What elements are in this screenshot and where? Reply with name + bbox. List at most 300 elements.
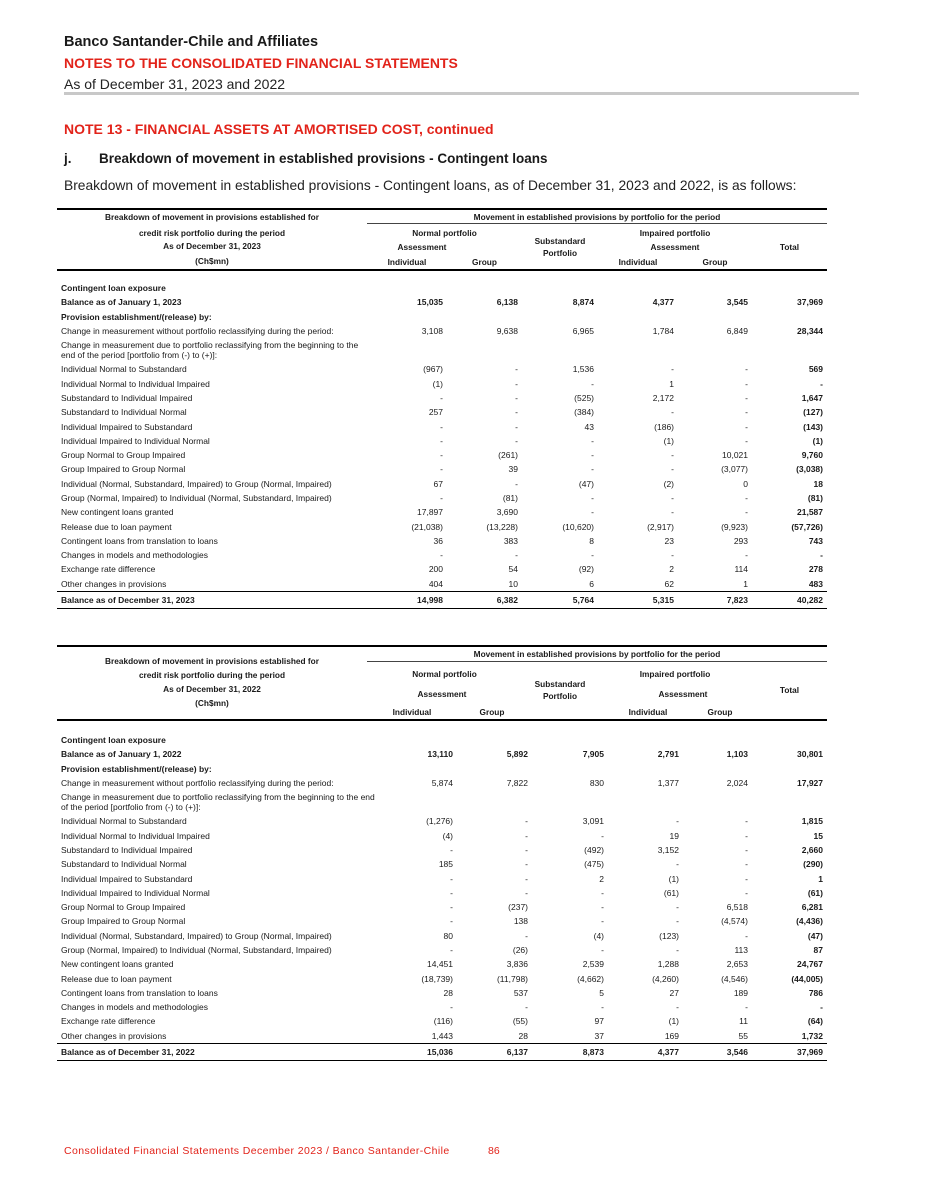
row-value: 10 bbox=[508, 578, 518, 589]
table-row bbox=[57, 519, 827, 533]
row-total: 37,969 bbox=[752, 1043, 827, 1060]
row-value: - bbox=[591, 435, 594, 446]
table-row bbox=[57, 562, 827, 576]
table-2023-movement-rule bbox=[367, 223, 827, 224]
row-value: 6 bbox=[589, 578, 594, 589]
row-label: Individual Impaired to Individual Normal bbox=[61, 435, 210, 446]
table-row bbox=[57, 857, 827, 871]
table-2023-normal-portfolio: Normal portfolio bbox=[412, 228, 477, 238]
table-2022-assessment-normal: Assessment bbox=[417, 689, 467, 699]
row-value: 113 bbox=[734, 945, 748, 955]
row-label: Provision establishment/(release) by: bbox=[61, 311, 212, 322]
table-row bbox=[57, 886, 827, 900]
row-label: Substandard to Individual Normal bbox=[61, 859, 187, 870]
row-value: 1,443 bbox=[431, 1030, 453, 1041]
row-label: Group Impaired to Group Normal bbox=[61, 464, 186, 475]
row-value: - bbox=[676, 916, 679, 927]
table-2023-individual-impaired: Individual bbox=[618, 257, 658, 267]
table-row bbox=[57, 1000, 827, 1014]
row-value: 17,897 bbox=[417, 507, 443, 518]
row-value: (2) bbox=[663, 478, 674, 489]
row-value: - bbox=[525, 873, 528, 884]
row-value: - bbox=[515, 378, 518, 389]
row-value: 3,546 bbox=[683, 1043, 752, 1060]
row-value: 5 bbox=[599, 987, 604, 998]
table-2023-units: (Ch$mn) bbox=[195, 256, 229, 266]
row-value: (1) bbox=[668, 873, 679, 884]
row-total bbox=[752, 338, 827, 362]
row-total: 483 bbox=[808, 578, 823, 589]
row-value: - bbox=[525, 887, 528, 898]
table-row bbox=[57, 957, 827, 971]
table-row bbox=[57, 871, 827, 885]
row-value: - bbox=[745, 816, 748, 827]
row-value: - bbox=[450, 844, 453, 855]
table-2023 bbox=[57, 281, 827, 609]
row-value: (967) bbox=[423, 364, 443, 375]
row-value: 36 bbox=[433, 535, 443, 546]
row-value bbox=[608, 733, 683, 747]
row-value: 1,377 bbox=[657, 778, 679, 789]
table-2022-individual-impaired: Individual bbox=[628, 707, 668, 717]
row-value: - bbox=[676, 816, 679, 827]
row-total: (61) bbox=[807, 887, 823, 898]
row-value: - bbox=[440, 421, 443, 432]
table-2023-assessment-impaired: Assessment bbox=[650, 242, 700, 252]
row-value: (1,276) bbox=[426, 816, 453, 827]
row-value: - bbox=[671, 493, 674, 503]
row-total: 743 bbox=[808, 535, 823, 546]
table-row bbox=[57, 548, 827, 562]
row-value: 257 bbox=[428, 407, 443, 418]
row-label: Group (Normal, Impaired) to Individual (Normal, Substandard, Impaired) bbox=[61, 493, 332, 503]
row-value: (4,260) bbox=[652, 973, 679, 984]
row-label: New contingent loans granted bbox=[61, 507, 174, 518]
table-row bbox=[57, 448, 827, 462]
row-label: Change in measurement without portfolio reclassifying during the period: bbox=[61, 326, 334, 337]
row-value bbox=[608, 790, 683, 814]
row-value: 5,892 bbox=[506, 749, 528, 760]
table-2022 bbox=[57, 733, 827, 1061]
row-value: 8,874 bbox=[572, 297, 594, 308]
table-2023-title-line2: credit risk portfolio during the period bbox=[138, 228, 286, 238]
row-value: - bbox=[440, 392, 443, 403]
table-row bbox=[57, 790, 827, 814]
row-label: Substandard to Individual Normal bbox=[61, 407, 187, 418]
row-value: - bbox=[591, 450, 594, 461]
table-row bbox=[57, 747, 827, 761]
row-value: 19 bbox=[669, 830, 679, 841]
table-row bbox=[57, 491, 827, 505]
row-value: 97 bbox=[594, 1016, 604, 1027]
row-value: - bbox=[745, 421, 748, 432]
row-value: 138 bbox=[513, 916, 528, 927]
row-value: - bbox=[745, 550, 748, 561]
row-value: - bbox=[745, 407, 748, 418]
table-row bbox=[57, 534, 827, 548]
row-value: (81) bbox=[502, 493, 518, 503]
as-of-date: As of December 31, 2023 and 2022 bbox=[64, 76, 286, 92]
table-2022-group-impaired: Group bbox=[707, 707, 733, 717]
row-value: 39 bbox=[508, 464, 518, 475]
table-2023-assessment-normal: Assessment bbox=[397, 242, 447, 252]
table-2022-movement-heading: Movement in established provisions by portfolio for the period bbox=[473, 649, 721, 659]
row-value: - bbox=[525, 844, 528, 855]
row-total: (44,005) bbox=[791, 973, 823, 984]
row-value: (10,620) bbox=[562, 521, 594, 532]
row-value: (26) bbox=[512, 945, 528, 955]
table-2023-substandard-line2: Portfolio bbox=[542, 248, 578, 258]
table-2023-header-rule bbox=[57, 269, 827, 271]
table-2022-units: (Ch$mn) bbox=[195, 698, 229, 708]
row-value: 1 bbox=[669, 378, 674, 389]
row-label: New contingent loans granted bbox=[61, 959, 174, 970]
row-value: 7,822 bbox=[506, 778, 528, 789]
row-total: - bbox=[820, 378, 823, 389]
row-value bbox=[367, 310, 447, 324]
row-value: 293 bbox=[733, 535, 748, 546]
row-value: - bbox=[440, 450, 443, 461]
row-value: - bbox=[450, 945, 453, 955]
table-2023-body bbox=[57, 281, 827, 608]
row-value: - bbox=[440, 550, 443, 561]
row-value: 5,874 bbox=[431, 778, 453, 789]
table-2022-group-normal: Group bbox=[479, 707, 505, 717]
row-total bbox=[752, 733, 827, 747]
row-value bbox=[678, 281, 752, 295]
row-value: 383 bbox=[503, 535, 518, 546]
row-total: 6,281 bbox=[801, 902, 823, 913]
row-value bbox=[377, 733, 457, 747]
row-value bbox=[447, 281, 522, 295]
row-total: 28,344 bbox=[797, 326, 823, 337]
row-value bbox=[598, 310, 678, 324]
row-value: - bbox=[525, 930, 528, 941]
row-total bbox=[752, 762, 827, 776]
row-value: - bbox=[671, 450, 674, 461]
row-value: 11 bbox=[739, 1016, 748, 1027]
row-label: Balance as of December 31, 2022 bbox=[57, 1043, 377, 1060]
row-value: 2 bbox=[669, 564, 674, 575]
row-total: (57,726) bbox=[791, 521, 823, 532]
table-row bbox=[57, 1014, 827, 1028]
row-total: (81) bbox=[807, 493, 823, 503]
row-value: - bbox=[601, 887, 604, 898]
row-value: (92) bbox=[578, 564, 594, 575]
row-value: (4,574) bbox=[721, 916, 748, 927]
row-value: - bbox=[745, 1002, 748, 1013]
row-value: (21,038) bbox=[411, 521, 443, 532]
row-value: 2,024 bbox=[726, 778, 748, 789]
row-value: 0 bbox=[743, 478, 748, 489]
row-value: - bbox=[745, 830, 748, 841]
row-value: (3,077) bbox=[721, 464, 748, 475]
row-value: - bbox=[676, 902, 679, 913]
row-value: 6,138 bbox=[496, 297, 518, 308]
row-value: 54 bbox=[508, 564, 518, 575]
row-value: (116) bbox=[433, 1016, 453, 1027]
row-value: - bbox=[450, 1002, 453, 1013]
table-2022-title-line1: Breakdown of movement in provisions established for bbox=[105, 656, 319, 666]
row-value: 3,108 bbox=[421, 326, 443, 337]
row-value: - bbox=[601, 916, 604, 927]
table-row bbox=[57, 929, 827, 943]
row-total: 87 bbox=[813, 945, 823, 955]
row-value: (384) bbox=[574, 407, 594, 418]
row-value: - bbox=[671, 464, 674, 475]
row-total: (64) bbox=[807, 1016, 823, 1027]
row-total: 1 bbox=[818, 873, 823, 884]
row-value: (9,923) bbox=[721, 521, 748, 532]
row-value bbox=[457, 790, 532, 814]
row-value: - bbox=[515, 364, 518, 375]
table-row bbox=[57, 462, 827, 476]
table-row bbox=[57, 900, 827, 914]
row-value bbox=[377, 790, 457, 814]
row-value: (475) bbox=[584, 859, 604, 870]
row-value: (186) bbox=[654, 421, 674, 432]
row-value: (4,662) bbox=[577, 973, 604, 984]
row-value: 2,172 bbox=[652, 392, 674, 403]
row-value: 6,137 bbox=[457, 1043, 532, 1060]
row-value: - bbox=[515, 407, 518, 418]
row-value: (237) bbox=[508, 902, 528, 913]
row-value: (4,546) bbox=[721, 973, 748, 984]
row-total: 786 bbox=[808, 987, 823, 998]
row-value: 37 bbox=[594, 1030, 604, 1041]
row-value: 189 bbox=[733, 987, 748, 998]
row-value: - bbox=[591, 378, 594, 389]
row-value: (55) bbox=[512, 1016, 528, 1027]
table-2022-total-heading: Total bbox=[779, 685, 800, 695]
row-value: - bbox=[525, 859, 528, 870]
row-label: Individual Normal to Individual Impaired bbox=[61, 830, 210, 841]
row-value: (4) bbox=[593, 930, 604, 941]
table-row bbox=[57, 971, 827, 985]
table-row bbox=[57, 776, 827, 790]
row-value bbox=[532, 762, 608, 776]
row-value: - bbox=[671, 550, 674, 561]
table-2023-impaired-portfolio: Impaired portfolio bbox=[639, 228, 711, 238]
table-row bbox=[57, 324, 827, 338]
row-value: - bbox=[515, 421, 518, 432]
row-value: - bbox=[525, 830, 528, 841]
row-value bbox=[683, 762, 752, 776]
table-2023-total-heading: Total bbox=[779, 242, 800, 252]
row-total: 1,732 bbox=[801, 1030, 823, 1041]
row-value: 6,382 bbox=[447, 591, 522, 608]
row-label: Provision establishment/(release) by: bbox=[61, 763, 212, 774]
row-value: 14,451 bbox=[427, 959, 453, 970]
row-label: Change in measurement without portfolio reclassifying during the period: bbox=[61, 778, 334, 789]
row-total: 21,587 bbox=[797, 507, 823, 518]
table-row bbox=[57, 1029, 827, 1044]
row-label: Individual (Normal, Substandard, Impaired) to Group (Normal, Impaired) bbox=[61, 930, 332, 941]
row-value: 537 bbox=[513, 987, 528, 998]
row-value: 2,653 bbox=[726, 959, 748, 970]
row-value: 9,638 bbox=[496, 326, 518, 337]
row-value: (1) bbox=[668, 1016, 679, 1027]
table-row bbox=[57, 405, 827, 419]
note-title: NOTE 13 - FINANCIAL ASSETS AT AMORTISED COST, continued bbox=[64, 121, 494, 137]
row-value: 27 bbox=[669, 987, 679, 998]
row-value: - bbox=[525, 816, 528, 827]
table-row bbox=[57, 376, 827, 390]
table-2022-movement-rule bbox=[367, 661, 827, 662]
row-value: (2,917) bbox=[647, 521, 674, 532]
row-value: 1 bbox=[743, 578, 748, 589]
row-total: 18 bbox=[813, 478, 823, 489]
row-label: Changes in models and methodologies bbox=[61, 1002, 208, 1013]
row-value: (18,739) bbox=[421, 973, 453, 984]
row-total: (47) bbox=[807, 930, 823, 941]
row-value: 1,288 bbox=[657, 959, 679, 970]
row-total: 569 bbox=[808, 364, 823, 375]
company-name: Banco Santander-Chile and Affiliates bbox=[64, 34, 319, 50]
table-2022-header-rule bbox=[57, 719, 827, 721]
row-label: Individual (Normal, Substandard, Impaired) to Group (Normal, Impaired) bbox=[61, 478, 332, 489]
row-value bbox=[522, 310, 598, 324]
row-value bbox=[522, 338, 598, 362]
row-total: - bbox=[820, 1002, 823, 1013]
row-value bbox=[598, 281, 678, 295]
table-row bbox=[57, 986, 827, 1000]
row-value: 1,103 bbox=[726, 749, 748, 760]
table-row bbox=[57, 577, 827, 592]
row-total: 40,282 bbox=[752, 591, 827, 608]
row-label: Individual Normal to Substandard bbox=[61, 364, 187, 375]
row-label: Group Normal to Group Impaired bbox=[61, 902, 186, 913]
row-value: - bbox=[515, 392, 518, 403]
row-label: Release due to loan payment bbox=[61, 521, 172, 532]
table-row bbox=[57, 295, 827, 309]
table-row bbox=[57, 281, 827, 295]
row-value: (123) bbox=[659, 930, 679, 941]
row-label: Substandard to Individual Impaired bbox=[61, 844, 193, 855]
table-2023-group-impaired: Group bbox=[702, 257, 728, 267]
row-label: Balance as of January 1, 2023 bbox=[61, 297, 182, 308]
table-row bbox=[57, 814, 827, 828]
row-label: Exchange rate difference bbox=[61, 564, 156, 575]
row-value: 15,035 bbox=[417, 297, 443, 308]
table-row bbox=[57, 591, 827, 608]
row-value: 114 bbox=[734, 564, 748, 575]
row-value: - bbox=[591, 493, 594, 503]
table-row bbox=[57, 762, 827, 776]
row-value: (61) bbox=[663, 887, 679, 898]
row-value bbox=[447, 338, 522, 362]
row-total: (127) bbox=[803, 407, 823, 418]
table-2022-title-line2: credit risk portfolio during the period bbox=[138, 670, 286, 680]
row-value bbox=[683, 733, 752, 747]
table-row bbox=[57, 828, 827, 842]
row-value bbox=[367, 281, 447, 295]
row-value: 28 bbox=[443, 987, 453, 998]
row-label: Individual Impaired to Substandard bbox=[61, 873, 193, 884]
row-value: (11,798) bbox=[496, 973, 528, 984]
row-value: 15,036 bbox=[377, 1043, 457, 1060]
row-value: - bbox=[745, 887, 748, 898]
table-2022-substandard-line2: Portfolio bbox=[542, 691, 578, 701]
row-value: 5,315 bbox=[598, 591, 678, 608]
row-value: - bbox=[676, 1002, 679, 1013]
row-value: 2,791 bbox=[657, 749, 679, 760]
row-label: Release due to loan payment bbox=[61, 973, 172, 984]
table-2022-normal-portfolio: Normal portfolio bbox=[412, 669, 477, 679]
table-row bbox=[57, 338, 827, 362]
row-value: 185 bbox=[438, 859, 453, 870]
row-value: - bbox=[745, 364, 748, 375]
row-value: 55 bbox=[738, 1030, 748, 1041]
row-value: (4) bbox=[442, 830, 453, 841]
row-value: 6,518 bbox=[726, 902, 748, 913]
row-value: 43 bbox=[584, 421, 594, 432]
table-2023-substandard-line1: Substandard bbox=[534, 236, 586, 246]
row-value: (13,228) bbox=[486, 521, 518, 532]
row-value: 4,377 bbox=[652, 297, 674, 308]
table-row bbox=[57, 391, 827, 405]
row-value: - bbox=[671, 507, 674, 518]
row-value: - bbox=[515, 550, 518, 561]
row-value: 3,836 bbox=[506, 959, 528, 970]
row-value: - bbox=[745, 873, 748, 884]
row-value: - bbox=[671, 407, 674, 418]
row-value: 404 bbox=[428, 578, 443, 589]
row-value: 5,764 bbox=[522, 591, 598, 608]
row-label: Contingent loans from translation to loans bbox=[61, 987, 218, 998]
table-row bbox=[57, 505, 827, 519]
row-value: 8,873 bbox=[532, 1043, 608, 1060]
row-value: - bbox=[601, 830, 604, 841]
row-label: Other changes in provisions bbox=[61, 578, 167, 589]
row-value: - bbox=[601, 1002, 604, 1013]
table-2022-title-line3: As of December 31, 2022 bbox=[163, 684, 261, 694]
row-value: - bbox=[440, 464, 443, 475]
table-row bbox=[57, 310, 827, 324]
row-value: 80 bbox=[443, 930, 453, 941]
row-value: - bbox=[450, 887, 453, 898]
table-row bbox=[57, 419, 827, 433]
row-value: 7,905 bbox=[582, 749, 604, 760]
table-2022-substandard-line1: Substandard bbox=[534, 679, 586, 689]
row-value bbox=[532, 733, 608, 747]
row-total: (3,038) bbox=[796, 464, 823, 475]
table-2022-assessment-impaired: Assessment bbox=[658, 689, 708, 699]
row-value: - bbox=[601, 902, 604, 913]
row-label: Balance as of December 31, 2023 bbox=[57, 591, 367, 608]
row-value: - bbox=[676, 859, 679, 870]
row-value: (261) bbox=[498, 450, 518, 461]
table-2023-title-line3: As of December 31, 2023 bbox=[163, 241, 261, 251]
row-value bbox=[457, 733, 532, 747]
row-label: Contingent loan exposure bbox=[61, 283, 166, 294]
row-value: - bbox=[745, 392, 748, 403]
row-label: Contingent loans from translation to loans bbox=[61, 535, 218, 546]
table-2022-impaired-portfolio: Impaired portfolio bbox=[639, 669, 711, 679]
row-value: 3,545 bbox=[726, 297, 748, 308]
table-2022-body bbox=[57, 733, 827, 1060]
row-total bbox=[752, 790, 827, 814]
row-value: 62 bbox=[664, 578, 674, 589]
row-value: 3,091 bbox=[582, 816, 604, 827]
row-value bbox=[678, 310, 752, 324]
row-value: - bbox=[745, 859, 748, 870]
row-value: - bbox=[676, 945, 679, 955]
row-total: 30,801 bbox=[797, 749, 823, 760]
row-value: (47) bbox=[578, 478, 594, 489]
row-value: - bbox=[450, 873, 453, 884]
row-value: - bbox=[745, 844, 748, 855]
